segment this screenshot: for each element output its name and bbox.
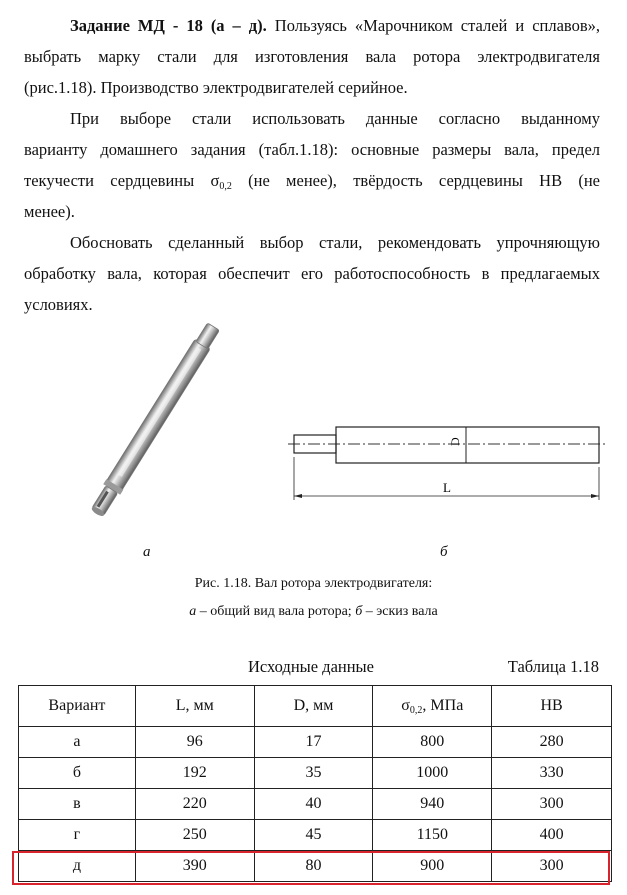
cell-HB: 280 [492,727,612,758]
task-paragraph-1 [24,10,600,103]
figure-caption-line2 [0,604,627,620]
figure-letter-b: б [440,544,448,560]
caption-text: – общий вид вала ротора; [196,604,356,619]
cell-D: 40 [254,789,373,820]
cell-sigma: 1000 [373,758,492,789]
task-line: условиях. [24,295,93,314]
cell-sigma: 940 [373,789,492,820]
sigma-unit: , МПа [422,696,464,714]
table-row [19,758,612,789]
cell-sigma: 800 [373,727,492,758]
cell-L: 192 [135,758,254,789]
cell-HB: 400 [492,820,612,851]
task-line: менее). [24,202,75,221]
cell-variant: в [19,789,136,820]
cell-L: 220 [135,789,254,820]
sigma-symbol: σ [401,696,410,714]
column-header-sigma [373,686,492,727]
cell-variant: б [19,758,136,789]
cell-sigma: 900 [373,851,492,882]
task-line: Обосновать сделанный выбор стали, рекомендовать упрочняющую [70,233,600,252]
figure-caption-line1: Рис. 1.18. Вал ротора электродвигателя: [194,576,433,591]
cell-HB: 330 [492,758,612,789]
sigma-subscript: 0,2 [409,704,423,716]
caption-letter-a: а [189,604,197,619]
caption-text: – эскиз вала [362,604,438,619]
cell-variant: г [19,820,136,851]
cell-L: 390 [135,851,254,882]
cell-sigma: 1150 [373,820,492,851]
table-row [19,820,612,851]
table-heading: Исходные данные [248,657,374,676]
cell-D: 35 [254,758,373,789]
cell-variant: а [19,727,136,758]
highlight-box [12,851,610,885]
column-header-L: L, мм [135,686,254,727]
caption-letter-b: б [355,604,363,619]
task-title: Задание МД - 18 (а – д). [70,16,267,35]
cell-HB: 300 [492,851,612,882]
cell-variant: д [19,851,136,882]
task-line: При выборе стали использовать данные согласно выданному [70,109,600,128]
task-text: Пользуясь «Марочником сталей и сплавов», [266,16,600,35]
cell-D: 17 [254,727,373,758]
cell-D: 80 [254,851,373,882]
task-line: обработку вала, которая обеспечит его работоспособность в предлагаемых [24,264,600,283]
table-number: Таблица 1.18 [507,657,599,676]
task-text: (не менее), твёрдость сердцевины HB (не [231,171,600,190]
cell-L: 96 [135,727,254,758]
cell-D: 45 [254,820,373,851]
shaft-sketch [280,410,610,510]
sigma-subscript: 0,2 [219,181,232,192]
task-paragraph-3 [24,227,600,320]
task-text: текучести сердцевины σ [24,171,220,190]
task-line: (рис.1.18). Производство электродвигателей серийное. [24,78,408,97]
figure-letter-a: а [143,544,151,560]
task-line [24,10,600,41]
column-header-D: D, мм [254,686,373,727]
task-line: варианту домашнего задания (табл.1.18): основные размеры вала, предел [24,140,600,159]
column-header-HB: HB [492,686,612,727]
table-row [19,727,612,758]
task-line [24,165,600,196]
cell-HB: 300 [492,789,612,820]
column-header-variant: Вариант [19,686,136,727]
cell-L: 250 [135,820,254,851]
task-line: выбрать марку стали для изготовления вала ротора электродвигателя [24,47,600,66]
table-header-row [19,686,612,727]
shaft-photo [30,320,280,535]
task-paragraph-2 [24,103,600,227]
sketch-label-L: L [443,480,451,495]
table-row [19,789,612,820]
table-heading-row [0,657,627,681]
sketch-label-D: D [448,437,462,446]
